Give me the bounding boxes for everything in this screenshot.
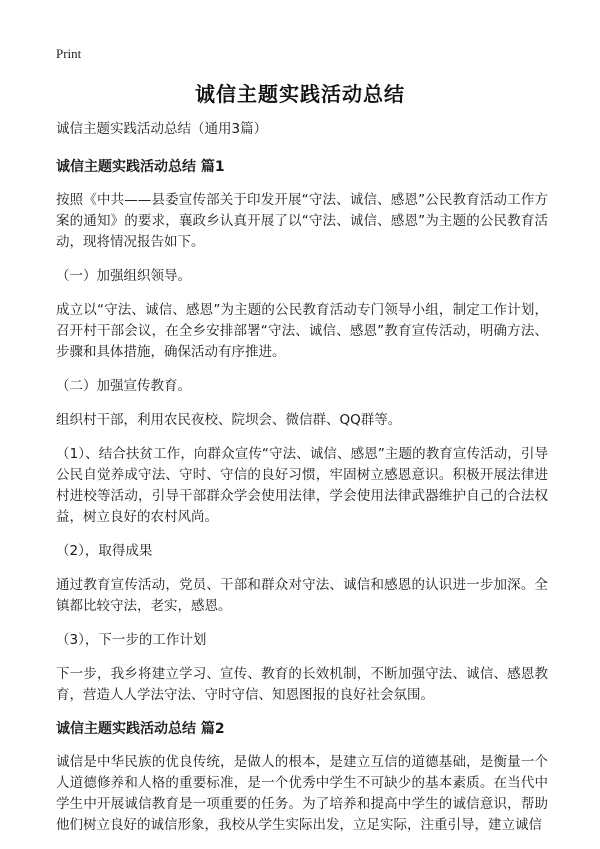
paragraph: 按照《中共——县委宣传部关于印发开展“守法、诚信、感恩”公民教育活动工作方案的通知》的要求，襄政乡认真开展了以“守法、诚信、感恩”为主题的公民教育活动，现将情况报告如下。	[56, 192, 548, 250]
paragraph: 下一步，我乡将建立学习、宣传、教育的长效机制，不断加强守法、诚信、感恩教育，营造人人学法守法、守时守信、知恩图报的良好社会氛围。	[56, 666, 548, 703]
paragraph: 通过教育宣传活动，党员、干部和群众对守法、诚信和感恩的认识进一步加深。全镇都比较守法，老实，感恩。	[56, 577, 548, 614]
paragraph: （3），下一步的工作计划	[56, 632, 207, 648]
paragraph: （一）加强组织领导。	[56, 268, 191, 284]
section-heading-1: 诚信主题实践活动总结 篇1	[56, 159, 225, 175]
paragraph: （1）、结合扶贫工作，向群众宣传“守法、诚信、感恩”主题的教育宣传活动，引导公民自觉养成守法、守时、守信的良好习惯，牢固树立感恩意识。积极开展法律进村进校等活动，引导干部群众学会使用法律，学会使用法律武器维护自己的合法权益，树立良好的农村风尚。	[56, 446, 548, 525]
section-heading-2: 诚信主题实践活动总结 篇2	[56, 721, 225, 737]
paragraph: 诚信是中华民族的优良传统，是做人的根本，是建立互信的道德基础，是衡量一个人道德修养和人格的重要标准，是一个优秀中学生不可缺少的基本素质。在当代中学生中开展诚信教育是一项重要的任务。为了培养和提高中学生的诚信意识，帮助他们树立良好的诚信形象，我校从学生实际出发，立足实际，注重引导，建立诚信	[56, 754, 548, 833]
document-subtitle: 诚信主题实践活动总结（通用3篇）	[56, 121, 268, 137]
paragraph: 组织村干部，利用农民夜校、院坝会、微信群、QQ群等。	[56, 412, 402, 428]
print-link[interactable]: Print	[56, 46, 82, 61]
document-body	[56, 120, 548, 849]
page-title: 诚信主题实践活动总结	[195, 82, 405, 106]
paragraph: （2），取得成果	[56, 543, 153, 559]
paragraph: （二）加强宣传教育。	[56, 378, 191, 394]
paragraph: 成立以“守法、诚信、感恩”为主题的公民教育活动专门领导小组，制定工作计划，召开村干部会议，在全乡安排部署“守法、诚信、感恩”教育宣传活动，明确方法、步骤和具体措施，确保活动有序推进。	[56, 302, 548, 360]
